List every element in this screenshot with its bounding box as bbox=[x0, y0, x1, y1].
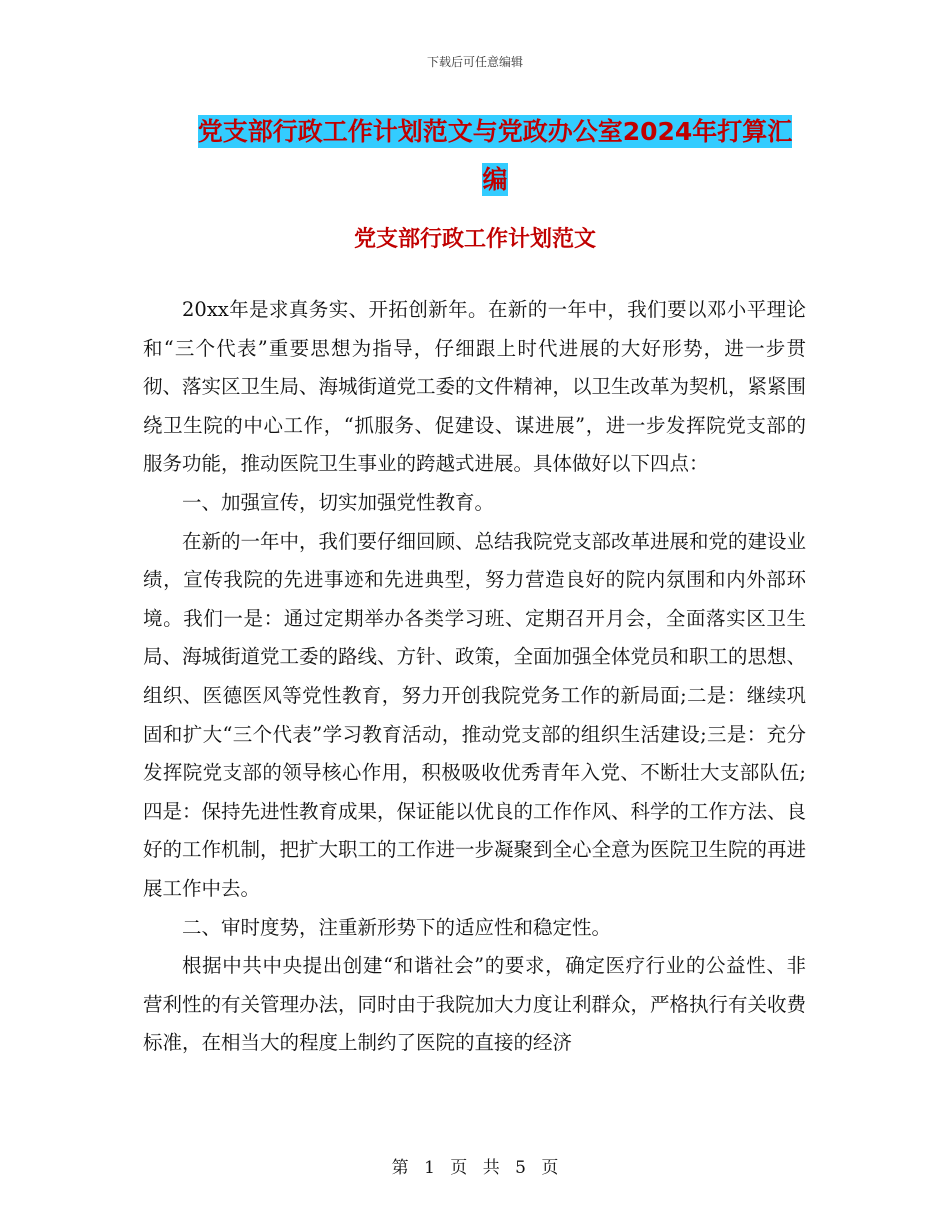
paragraph: 在新的一年中，我们要仔细回顾、总结我院党支部改革进展和党的建设业绩，宣传我院的先进事迹和先进典型，努力营造良好的院内氛围和内外部环境。我们一是：通过定期举办各类学习班、定期召开月会，全面落实区卫生局、海城街道党工委的路线、方针、政策，全面加强全体党员和职工的思想、组织、医德医风等党性教育，努力开创我院党务工作的新局面;二是：继续巩固和扩大“三个代表”学习教育活动，推动党支部的组织生活建设;三是：充分发挥院党支部的领导核心作用，积极吸收优秀青年入党、不断壮大支部队伍;四是：保持先进性教育成果，保证能以优良的工作作风、科学的工作方法、良好的工作机制，把扩大职工的工作进一步凝聚到全心全意为医院卫生院的再进展工作中去。 bbox=[143, 529, 807, 900]
header-note: 下载后可任意编辑 bbox=[426, 55, 523, 69]
title-line-2: 编 bbox=[482, 165, 508, 194]
section-title: 党支部行政工作计划范文 bbox=[353, 227, 596, 252]
paragraph: 20xx年是求真务实、开拓创新年。在新的一年中，我们要以邓小平理论和“三个代表”重要思想为指导，仔细跟上时代进展的大好形势，进一步贯彻、落实区卫生局、海城街道党工委的文件精神，以卫生改革为契机，紧紧围绕卫生院的中心工作，“抓服务、促建设、谋进展”，进一步发挥院党支部的服务功能，推动医院卫生事业的跨越式进展。具体做好以下四点： bbox=[143, 298, 807, 476]
footer-suffix: 页 bbox=[541, 1158, 559, 1178]
paragraph: 一、加强宣传，切实加强党性教育。 bbox=[182, 490, 495, 514]
footer-mid1: 页 bbox=[450, 1158, 468, 1178]
footer-prefix: 第 bbox=[391, 1158, 409, 1178]
page-footer bbox=[0, 1153, 950, 1178]
footer-mid2: 共 bbox=[482, 1158, 500, 1178]
paragraph: 二、审时度势，注重新形势下的适应性和稳定性。 bbox=[182, 915, 612, 939]
footer-total-pages: 5 bbox=[515, 1158, 526, 1178]
body-text bbox=[143, 291, 806, 1063]
footer-page-number: 1 bbox=[424, 1158, 435, 1178]
document-title bbox=[180, 108, 810, 204]
title-line-1: 党支部行政工作计划范文与党政办公室2024年打算汇 bbox=[197, 117, 793, 146]
paragraph: 根据中共中央提出创建“和谐社会”的要求，确定医疗行业的公益性、非营利性的有关管理办法，同时由于我院加大力度让利群众，严格执行有关收费标准，在相当大的程度上制约了医院的直接的经济 bbox=[143, 954, 807, 1055]
